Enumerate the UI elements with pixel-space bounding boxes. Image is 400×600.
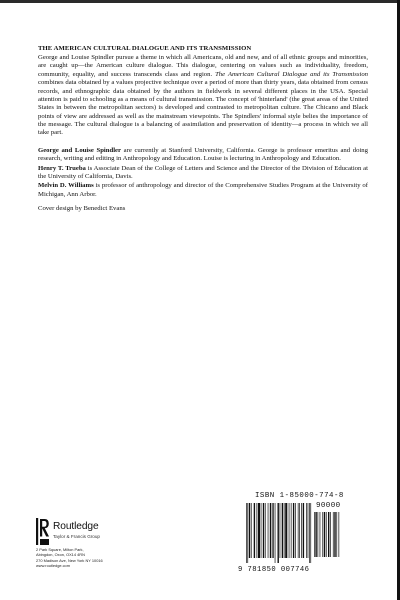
address-line: 270 Madison Ave, New York NY 10016 bbox=[36, 557, 103, 563]
address-line: Abingdon, Oxon, OX14 4RN bbox=[36, 552, 85, 558]
top-border-line bbox=[0, 0, 400, 3]
isbn-label: ISBN 1-85000-774-8 bbox=[255, 492, 344, 500]
description-part-2: combines data obtained by a values projective technique over a period of more than thirty years, data obtained from census records, and ethnographic data obtained by the authors in fieldwork in several different places in the USA. Special attention is paid to schooling as a means of cultural transmission. The concept of 'hinterland' (the great areas of the United States in between the metropolitan sectors) is developed and contrasted to metropolitan culture. The Chicano and Black points of view are addressed as well as the mainstream viewpoints. The Spindlers' informal style belies the importance of the message. The cultural dialogue is a balancing of assimilation and preservation of identity—a process in which we all take part. bbox=[38, 79, 368, 137]
address-line: www.routledge.com bbox=[36, 562, 70, 568]
barcode-block bbox=[238, 492, 358, 578]
publisher-address bbox=[36, 547, 196, 568]
author-name: George and Louise Spindler bbox=[38, 146, 121, 154]
description-book-title: The American Cultural Dialogue and its Transmission bbox=[215, 70, 369, 78]
author-text: are currently at Stanford University, California. George is professor emeritus and doing research, writing and editing in Anthropology and Education. Louise is lecturing in Anthropology and Education. bbox=[38, 146, 368, 163]
author-name: Melvin D. Williams bbox=[38, 182, 94, 190]
author-bio-spindler bbox=[38, 147, 368, 164]
address-line: 2 Park Square, Milton Park, bbox=[36, 547, 84, 552]
cover-credit: Cover design by Benedict Evans bbox=[38, 205, 126, 213]
publisher-subtitle: Taylor & Francis Group bbox=[53, 534, 100, 539]
addon-barcode bbox=[314, 512, 342, 562]
ean-barcode bbox=[246, 503, 312, 563]
publisher-name: Routledge bbox=[53, 521, 99, 532]
routledge-r-logo-icon bbox=[36, 518, 50, 545]
description bbox=[38, 54, 368, 138]
cover-text-block bbox=[38, 45, 368, 213]
author-bio-trueba bbox=[38, 165, 368, 182]
book-title: THE AMERICAN CULTURAL DIALOGUE AND ITS TRANSMISSION bbox=[38, 45, 252, 52]
author-bio-williams bbox=[38, 182, 368, 199]
barcode-addon-number: 90000 bbox=[316, 502, 341, 510]
author-text: is professor of anthropology and director of the Comprehensive Studies Program at the University of Michigan, Ann Arbor. bbox=[38, 182, 368, 198]
description-part-1: George and Louise Spindler pursue a theme in which all Americans, old and new, and of all ethnic groups and minorities, are caught up—the American culture dialogue. This dialogue, centering on values such as individuality, freedom, community, equality, and success transcends class and region. bbox=[38, 54, 368, 78]
barcode-number: 9 781850 007746 bbox=[238, 566, 310, 574]
author-text: is Associate Dean of the College of Letters and Science and the Director of the Division of Education at the University of California, Davis. bbox=[38, 164, 368, 180]
author-name: Henry T. Trueba bbox=[38, 164, 86, 172]
